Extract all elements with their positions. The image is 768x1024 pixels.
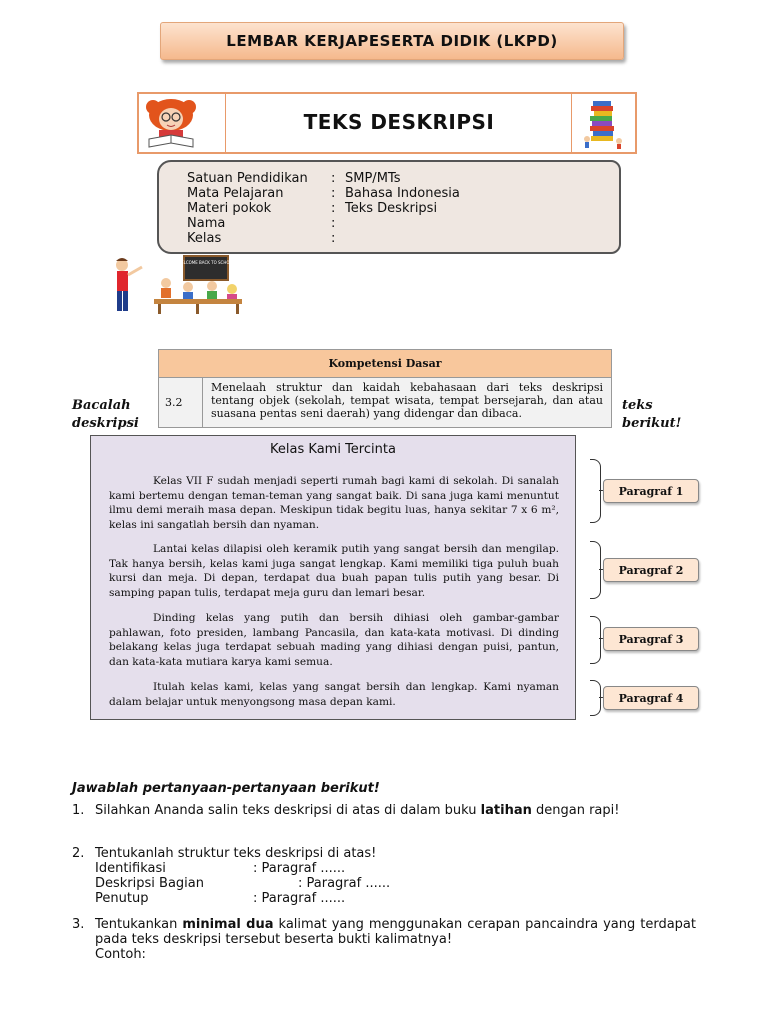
instruction-right: teks berikut!: [622, 398, 682, 431]
question-2: 2. Tentukanlah struktur teks deskripsi di atas! Identifikasi : Paragraf ...... Deskripsi Bagian : Paragraf ...... Penutup : Paragraf ......: [72, 846, 391, 906]
page-title: TEKS DESKRIPSI: [303, 110, 495, 134]
question-1: 1. Silahkan Ananda salin teks deskripsi di atas di dalam buku latihan dengan rapi!: [72, 803, 620, 818]
paragraph-label-4: Paragraf 4: [603, 686, 699, 710]
paragraph-label-1: Paragraf 1: [603, 479, 699, 503]
info-row: Materi pokok : Teks Deskripsi: [187, 201, 438, 216]
worksheet-header: [160, 22, 624, 60]
brace-4: [590, 680, 601, 716]
kompetensi-dasar-table: [158, 349, 612, 428]
classroom-illustration: [108, 253, 246, 317]
title-box: [137, 92, 637, 154]
book-stack-illustration: [575, 95, 633, 151]
info-row: Kelas :: [187, 231, 336, 246]
identity-scroll: [157, 160, 621, 254]
reading-girl-illustration: [141, 95, 225, 151]
question-3: 3. Tentukankan minimal dua kalimat yang menggunakan cerapan pancaindra yang terdapat pada teks deskripsi tersebut beserta bukti kalimatnya! Contoh:: [72, 917, 696, 962]
paragraph-label-3: Paragraf 3: [603, 627, 699, 651]
svg-text:WELCOME BACK TO SCHOOL: WELCOME BACK TO SCHOOL: [177, 260, 235, 265]
passage-title: Kelas Kami Tercinta: [270, 442, 396, 457]
kd-header: Kompetensi Dasar: [159, 350, 611, 378]
kd-text: Menelaah struktur dan kaidah kebahasaan dari teks deskripsi tentang objek (sekolah, tempat wisata, tempat bersejarah, dan atau suasana pentas seni daerah) yang didengar dan dibaca.: [211, 381, 603, 420]
info-row: Nama :: [187, 216, 336, 231]
kd-number: 3.2: [159, 378, 203, 427]
paragraph-4: Itulah kelas kami, kelas yang sangat bersih dan lengkap. Kami nyaman dalam belajar untuk menyongsong masa depan kami.: [109, 681, 559, 708]
instruction-left: Bacalah deskripsi: [72, 398, 139, 431]
brace-3: [590, 616, 601, 664]
paragraph-3: Dinding kelas yang putih dan bersih dihiasi oleh gambar-gambar pahlawan, foto presiden, lambang Pancasila, dan kata-kata motivasi. Di dinding belakang kelas juga terdapat sebuah mading yang dihiasi dengan puisi, pantun, dan kata-kata mutiara karya kami semua.: [109, 612, 559, 668]
paragraph-label-2: Paragraf 2: [603, 558, 699, 582]
info-row: Mata Pelajaran : Bahasa Indonesia: [187, 186, 460, 201]
passage-panel: [90, 435, 576, 720]
brace-2: [590, 541, 601, 599]
brace-1: [590, 459, 601, 523]
kd-row: [159, 378, 611, 427]
info-row: Satuan Pendidikan : SMP/MTs: [187, 171, 401, 186]
questions-heading: Jawablah pertanyaan-pertanyaan berikut!: [72, 781, 380, 796]
paragraph-1: Kelas VII F sudah menjadi seperti rumah bagi kami di sekolah. Di sanalah kami bertemu dengan teman-teman yang sangat baik. Di sana juga kami menuntut ilmu demi meraih masa depan. Meskipun tidak begitu luas, hanya sekitar 7 x 6 m², kelas ini sangatlah bersih dan nyaman.: [109, 475, 559, 531]
paragraph-2: Lantai kelas dilapisi oleh keramik putih yang sangat bersih dan mengilap. Tak hanya bersih, kelas kami juga sangat lengkap. Kami memiliki tiga puluh buah kursi dan meja. Di depan, terdapat dua buah papan tulis putih yang besar. Di samping papan tulis, terdapat meja guru dan lemari besar.: [109, 543, 559, 599]
worksheet-header-title: LEMBAR KERJAPESERTA DIDIK (LKPD): [226, 32, 558, 50]
